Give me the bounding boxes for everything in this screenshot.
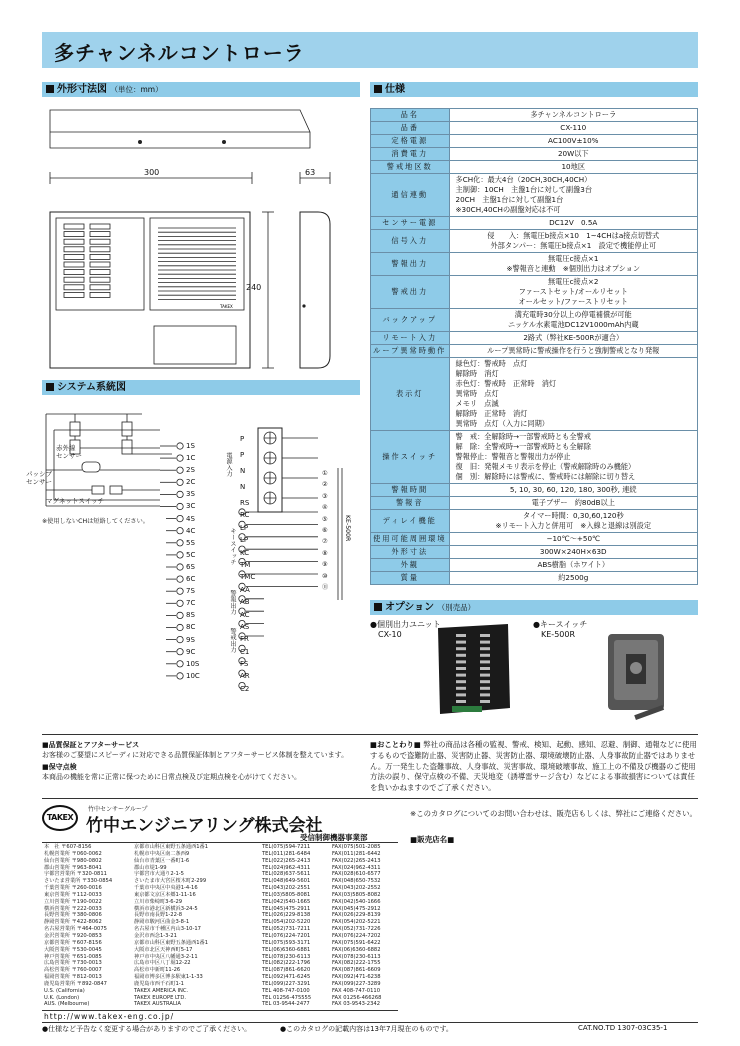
- spec-value: 20W以下: [449, 148, 697, 161]
- office-entry: TEL(045)475-2911: [262, 905, 311, 912]
- section-options-title: オプション: [385, 602, 435, 613]
- spec-value: 2路式（弊社KE-500Rが適合）: [449, 332, 697, 345]
- office-entry: TEL(075)594-7211: [262, 844, 311, 850]
- office-entry: TEL(099)227-3291: [262, 980, 311, 987]
- terminal-screw: [177, 467, 183, 473]
- company-division: 受信制御機器事業部: [300, 833, 368, 842]
- short-circuit-note: ※使用しないCHは短絡してください。: [42, 518, 149, 525]
- office-entry: 神戸営業所 〒651-0085: [44, 953, 102, 960]
- label-ke500r: KE-500R: [344, 515, 351, 542]
- office-entry: FAX(054)202-5221: [332, 919, 381, 926]
- office-entry: AUS. (Melbourne): [44, 1001, 90, 1008]
- office-entry: FAX(045)475-2912: [332, 905, 381, 912]
- terminal-screw: [177, 673, 183, 679]
- office-entry: TEL(022)265-2413: [262, 857, 311, 864]
- office-entry: TEL 01256-475555: [262, 994, 312, 1001]
- office-entry: 横浜営業所 〒222-0033: [44, 905, 102, 912]
- office-entry: 高松市中新町11-26: [134, 967, 181, 974]
- office-entry: FAX(048)650-7532: [332, 878, 381, 885]
- option-cx10-model: CX-10: [378, 630, 402, 639]
- terminal-label: TM: [240, 560, 251, 569]
- spec-row: [371, 135, 698, 148]
- label-alarm-output: 警報出力: [229, 590, 236, 615]
- office-entry: FAX(075)591-6422: [332, 939, 381, 946]
- website-link[interactable]: http://www.takex-eng.co.jp/: [44, 1012, 175, 1021]
- office-entry: TEL(078)230-6113: [262, 953, 311, 960]
- spec-row: [371, 276, 698, 309]
- terminal-screw: [177, 443, 183, 449]
- office-names: [44, 844, 112, 1008]
- spec-label: リモート入力: [371, 332, 450, 345]
- spec-row: [371, 230, 698, 253]
- office-entry: FAX(043)202-2552: [332, 885, 381, 892]
- spec-label: 外形寸法: [371, 546, 450, 559]
- spec-value: ABS樹脂（ホワイト）: [449, 559, 697, 572]
- spec-row: [371, 559, 698, 572]
- terminal-label: P: [240, 451, 245, 459]
- terminal-label: FS: [240, 660, 249, 669]
- terminal-label: N: [240, 467, 246, 475]
- office-entry: 静岡市駿河区曲金3-8-1: [134, 919, 190, 926]
- wire-number: ③: [322, 492, 328, 500]
- wire-number: ⑧: [322, 549, 328, 557]
- office-entry: さいたま営業所 〒330-0854: [44, 878, 113, 885]
- takex-logo: TAKEX: [42, 805, 78, 831]
- terminal-label: 8C: [186, 623, 196, 632]
- office-entry: FAX(052)731-7226: [332, 926, 381, 933]
- spec-label: 警戒地区数: [371, 161, 450, 174]
- office-entry: TEL(042)540-1665: [262, 898, 311, 905]
- spec-value: 約2500g: [449, 572, 697, 585]
- terminal-label: 10C: [186, 671, 200, 680]
- office-entry: TEL(03)5805-8081: [262, 891, 311, 898]
- terminal-label: P: [240, 435, 245, 443]
- wire-number: ④: [322, 504, 328, 512]
- terminal-screw: [177, 564, 183, 570]
- office-entry: 長野営業所 〒380-0806: [44, 912, 102, 919]
- terminal-label: N: [240, 483, 246, 491]
- spec-value: DC12V 0.5A: [449, 217, 697, 230]
- terminal-label: LP: [240, 523, 249, 532]
- option-ke500r-model: KE-500R: [541, 630, 576, 639]
- title-bar: [42, 32, 698, 68]
- spec-label: 通信連動: [371, 174, 450, 217]
- spec-value: 300W×240H×63D: [449, 546, 697, 559]
- office-entry: TEL 03-9544-2477: [262, 1001, 310, 1008]
- terminal-screw: [177, 552, 183, 558]
- terminal-label: 10S: [186, 659, 200, 668]
- spec-value: −10℃〜+50℃: [449, 533, 697, 546]
- option-ke500r-name: ●キースイッチ: [533, 620, 588, 629]
- spec-label: 定格電源: [371, 135, 450, 148]
- wire-number: ⑤: [322, 515, 328, 523]
- office-entry: 鹿児島営業所 〒892-0847: [44, 980, 107, 987]
- office-entry: FAX(099)227-3289: [332, 980, 381, 987]
- office-entry: 宇都宮営業所 〒320-0811: [44, 871, 107, 878]
- spec-row: [371, 332, 698, 345]
- office-entry: 東京都文京区本郷1-11-16: [134, 891, 196, 898]
- office-entry: 京都市山科区東野五条通西1番1: [134, 939, 209, 946]
- spec-row: [371, 546, 698, 559]
- office-entry: FAX(092)471-6238: [332, 974, 381, 981]
- terminal-screw: [177, 636, 183, 642]
- terminal-label: AB: [240, 598, 250, 607]
- spec-value: AC100V±10%: [449, 135, 697, 148]
- wire-number: ①: [322, 470, 328, 477]
- spec-value: 無電圧c接点×1 ※警報音と連動 ※個別出力はオプション: [449, 253, 697, 276]
- office-entry: 札幌営業所 〒060-0062: [44, 850, 102, 857]
- spec-row: [371, 358, 698, 431]
- section-system: [42, 380, 360, 395]
- office-entry: 仙台営業所 〒980-0802: [44, 857, 102, 864]
- spec-row: [371, 122, 698, 135]
- label-guard-output: 警戒出力: [229, 628, 236, 653]
- spec-value: 警 戒：全解除時→一部警戒時とも全警戒 解 除：全警戒時→一部警戒時とも全解除 警報停止：警報音と警報出力が停止 復 旧：発報メモリ表示を停止（警戒解除時のみ機能） 個 別：解除時には警戒に、警戒時には解除に切り替え: [449, 431, 697, 484]
- dim-height: 240: [246, 283, 262, 292]
- office-entry: 神戸市中央区八幡通3-2-11: [134, 953, 198, 960]
- spec-row: [371, 109, 698, 122]
- office-entry: 立川営業所 〒190-0022: [44, 898, 102, 905]
- sensor-infrared-label: 赤外線 センサー: [56, 444, 82, 460]
- wire-number: ⑦: [322, 538, 328, 546]
- terminal-screw: [177, 515, 183, 521]
- spec-row: [371, 533, 698, 546]
- terminal-label: RC: [240, 511, 250, 520]
- office-entry: TEL(024)962-4311: [262, 864, 311, 871]
- office-entry: FAX(026)229-8139: [332, 912, 381, 919]
- terminal-label: TMC: [240, 573, 256, 582]
- spec-value: 満充電時30分以上の停電補償が可能 ニッケル水素電池DC12V1000mAh内蔵: [449, 309, 697, 332]
- spec-label: ディレイ機能: [371, 510, 450, 533]
- office-addresses: [134, 844, 208, 1008]
- terminal-screw: [177, 455, 183, 461]
- office-entry: TEL(075)593-3171: [262, 939, 311, 946]
- footer-mid: ●このカタログの記載内容は13年7月現在のものです。: [280, 1025, 453, 1033]
- office-entry: 郡山営業所 〒963-8041: [44, 864, 102, 871]
- terminal-label: 4C: [186, 526, 196, 535]
- right-terminal-list: [240, 433, 264, 695]
- office-entry: 福岡市博多区博多駅東1-1-33: [134, 974, 203, 981]
- office-entry: TEL 408-747-0100: [262, 987, 310, 994]
- dim-width: 300: [144, 168, 160, 177]
- section-dimensions-title: 外形寸法図: [57, 84, 107, 95]
- terminal-label: 7C: [186, 599, 196, 608]
- page-title: 多チャンネルコントローラ: [54, 41, 305, 65]
- office-tel: [262, 844, 311, 1008]
- catalog-note: ※このカタログについてのお問い合わせは、販売店もしくは、弊社にご連絡ください。: [410, 809, 697, 818]
- office-entry: 名古屋市千種区内山3-10-17: [134, 926, 201, 933]
- option-ke500r: [533, 620, 587, 640]
- terminal-screw: [177, 624, 183, 630]
- office-entry: FAX 01256-466268: [332, 994, 382, 1001]
- office-entry: FAX 03-9543-2342: [332, 1001, 381, 1008]
- terminal-label: FR: [240, 635, 249, 644]
- left-terminal-list: [186, 440, 216, 682]
- terminal-label: 7S: [186, 587, 195, 596]
- office-entry: 郡山市堤1-99: [134, 864, 167, 871]
- office-entry: 本 社 〒607-8156: [44, 844, 92, 850]
- terminal-label: RS: [240, 499, 250, 507]
- spec-label: 警戒出力: [371, 276, 450, 309]
- wire-number: ⑪: [322, 583, 329, 591]
- spec-label: バックアップ: [371, 309, 450, 332]
- office-entry: U.K. (London): [44, 994, 80, 1001]
- spec-value: 電子ブザー 約80dB以上: [449, 497, 697, 510]
- office-entry: FAX 408-747-0110: [332, 987, 381, 994]
- terminal-label: C1: [240, 647, 250, 656]
- spec-row: [371, 217, 698, 230]
- office-entry: FAX(03)5805-8082: [332, 891, 381, 898]
- office-entry: 横浜市港北区新横浜3-24-5: [134, 905, 198, 912]
- office-entry: FAX(082)222-1755: [332, 960, 381, 967]
- terminal-label: 6S: [186, 562, 195, 571]
- office-entry: FAX(06)6360-6882: [332, 946, 381, 953]
- spec-label: 質量: [371, 572, 450, 585]
- sensor-magnet-label: マグネットスイッチ: [46, 497, 105, 505]
- wire-number: ②: [322, 481, 328, 489]
- office-entry: TAKEX AMERICA INC.: [134, 987, 189, 994]
- office-entry: 千葉市中央区中央港1-4-16: [134, 885, 198, 892]
- office-entry: 宇都宮市大通り2-1-5: [134, 871, 184, 878]
- terminal-label: LP: [240, 536, 249, 545]
- section-system-title: システム系統図: [57, 382, 126, 393]
- office-entry: 広島営業所 〒730-0013: [44, 960, 102, 967]
- notice-text: 弊社の商品は各種の監視、警戒、検知、起動、感知、忍避、制御、通報などに使用するもので盗難防止器、災害防止器、災害防止器、環境破壊防止器、人身事故防止器ではありません。万一発生した盗難事故、人身事故、災害事故、環境破壊事故、施工上の不備及び機器のご使用方法の誤り、保守点検の不備、天災地変（誘導雷サージ含む）などによる事故損害については責任を負いかねますのでご了承ください。: [370, 740, 697, 793]
- spec-row: [371, 253, 698, 276]
- spec-table: [370, 108, 698, 585]
- section-options-note: （別売品）: [437, 603, 476, 612]
- office-fax: [332, 844, 381, 1008]
- office-entry: TEL(076)224-7201: [262, 932, 311, 939]
- office-entry: TEL(043)202-2551: [262, 885, 311, 892]
- office-entry: FAX(011)281-6442: [332, 850, 381, 857]
- office-entry: 立川市柴崎町3-6-29: [134, 898, 183, 905]
- terminal-label: 4S: [186, 514, 195, 523]
- office-entry: 鹿児島市西千石町1-1: [134, 980, 184, 987]
- spec-label: 警報出力: [371, 253, 450, 276]
- terminal-label: 9S: [186, 635, 195, 644]
- spec-row: [371, 497, 698, 510]
- spec-value: 無電圧c接点×2 ファーストセット/オールリセット オールセット/ファーストリセット: [449, 276, 697, 309]
- spec-value: タイマー時間：0,30,60,120秒 ※リモート入力と併用可 ※入線と退線は別設定: [449, 510, 697, 533]
- label-power-input: 電源入力: [225, 452, 232, 477]
- terminal-screw: [177, 588, 183, 594]
- terminal-screw: [177, 576, 183, 582]
- office-entry: TEL(048)649-5601: [262, 878, 311, 885]
- wire-number: ⑩: [322, 572, 328, 580]
- office-entry: 東京営業所 〒112-0033: [44, 891, 102, 898]
- office-entry: TEL(011)281-6484: [262, 850, 311, 857]
- spec-value: 侵 入：無電圧b接点×10 1~4CHはa接点切替式 外部タンパー：無電圧b接点×1 設定で機能停止可: [449, 230, 697, 253]
- spec-value: 5, 10, 30, 60, 120, 180, 300秒, 連続: [449, 484, 697, 497]
- office-entry: TEL(026)229-8138: [262, 912, 311, 919]
- company-name: 竹中エンジニアリング株式会社: [86, 816, 323, 836]
- terminal-label: KC: [240, 548, 250, 557]
- office-entry: 千葉営業所 〒260-0016: [44, 885, 102, 892]
- terminal-label: 1S: [186, 442, 195, 450]
- quality-text: お客様のご要望にスピーディに対応できる品質保証体制とアフターサービス体制を整えています。: [42, 751, 349, 759]
- notice-section: [370, 740, 698, 794]
- sensor-passive-label: パッシブ センサー: [26, 470, 52, 486]
- dimension-drawing: [42, 100, 362, 370]
- spec-label: 信号入力: [371, 230, 450, 253]
- office-entry: TEL(054)202-5220: [262, 919, 311, 926]
- spec-label: 警報音: [371, 497, 450, 510]
- svg-text:TAKEX: TAKEX: [220, 304, 233, 309]
- office-entry: 仙台市青葉区一番町1-6: [134, 857, 190, 864]
- maint-head: 保守点検: [48, 763, 77, 771]
- wire-number: ⑥: [322, 526, 328, 534]
- spec-label: 消費電力: [371, 148, 450, 161]
- spec-value: 10地区: [449, 161, 697, 174]
- terminal-screw: [177, 600, 183, 606]
- office-entry: 京都市山科区東野五条通西1番1: [134, 844, 209, 850]
- office-entry: 名古屋営業所 〒464-0075: [44, 926, 107, 933]
- spec-label: 外観: [371, 559, 450, 572]
- spec-row: [371, 161, 698, 174]
- spec-row: [371, 431, 698, 484]
- spec-value: CX-110: [449, 122, 697, 135]
- spec-row: [371, 174, 698, 217]
- terminal-label: 1C: [186, 454, 196, 463]
- office-entry: FAX(024)962-4311: [332, 864, 381, 871]
- terminal-screw: [177, 528, 183, 534]
- office-entry: さいたま市大宮区桜木町2-299: [134, 878, 207, 885]
- terminal-screw: [177, 661, 183, 667]
- office-entry: TEL(087)861-6620: [262, 967, 311, 974]
- section-specs: [370, 82, 698, 97]
- office-entry: 札幌市中央区南二条西9: [134, 850, 190, 857]
- dim-depth: 63: [305, 168, 316, 177]
- section-options: [370, 600, 698, 615]
- office-entry: FAX(075)501-2085: [332, 844, 381, 850]
- terminal-label: 3C: [186, 502, 196, 511]
- office-entry: TEL(06)6360-6881: [262, 946, 311, 953]
- maint-text: 本商品の機能を常に正常に保つために日常点検及び定期点検を心がけてください。: [42, 773, 301, 781]
- terminal-label: 8S: [186, 611, 195, 620]
- terminal-label: 2S: [186, 466, 195, 475]
- spec-value: 多チャンネルコントローラ: [449, 109, 697, 122]
- terminal-label: 3S: [186, 490, 195, 499]
- spec-label: 操作スイッチ: [371, 431, 450, 484]
- footer-catno: CAT.NO.TD 1307-03C35-1: [578, 1024, 668, 1032]
- office-entry: 静岡営業所 〒422-8062: [44, 919, 102, 926]
- terminal-screw: [177, 540, 183, 546]
- terminal-screw: [177, 649, 183, 655]
- office-entry: 金沢市西念1-3-21: [134, 932, 177, 939]
- terminal-label: C2: [240, 684, 250, 693]
- office-entry: TEL(082)222-1796: [262, 960, 311, 967]
- office-entry: FAX(022)265-2413: [332, 857, 381, 864]
- spec-row: [371, 309, 698, 332]
- company-group: 竹中センサーグループ: [88, 806, 148, 813]
- terminal-label: 5S: [186, 538, 195, 547]
- spec-value: 緑色灯：警戒時 点灯 解除時 消灯 赤色灯：警戒時 正常時 消灯 異常時 点灯 メモリ 点滅 解除時 正常時 消灯 異常時 点灯（入力に同期）: [449, 358, 697, 431]
- section-specs-title: 仕様: [385, 84, 405, 95]
- office-entry: 福岡営業所 〒812-0013: [44, 974, 102, 981]
- option-cx10-name: ●個別出力ユニット: [370, 620, 441, 629]
- section-dimensions-unit: （単位：mm）: [110, 85, 163, 94]
- terminal-label: 2C: [186, 478, 196, 487]
- office-entry: 金沢営業所 〒920-0853: [44, 932, 102, 939]
- terminal-label: AR: [240, 672, 250, 681]
- office-entry: FAX(087)861-6609: [332, 967, 381, 974]
- office-entry: FAX(028)610-6577: [332, 871, 381, 878]
- terminal-screw: [177, 612, 183, 618]
- office-entry: 高松営業所 〒760-0007: [44, 967, 102, 974]
- terminal-screw: [177, 479, 183, 485]
- spec-label: センサー電源: [371, 217, 450, 230]
- section-dimensions: [42, 82, 360, 97]
- office-entry: 広島市中区八丁堀12-22: [134, 960, 191, 967]
- terminal-label: AC: [240, 610, 250, 619]
- spec-row: [371, 484, 698, 497]
- cx10-photo: [428, 620, 528, 720]
- terminal-label: 6C: [186, 575, 196, 584]
- spec-label: 品番: [371, 122, 450, 135]
- wire-number-list: [322, 470, 334, 595]
- spec-label: 表示灯: [371, 358, 450, 431]
- office-entry: FAX(076)224-7202: [332, 932, 381, 939]
- terminal-screw: [177, 491, 183, 497]
- label-key-switch: キースイッチ: [229, 528, 236, 566]
- notice-head: ■おことわり■: [370, 740, 421, 749]
- office-entry: TAKEX AUSTRALIA: [134, 1001, 181, 1008]
- quality-section: ■品質保証とアフターサービス お客様のご要望にスピーディに対応できる品質保証体制とアフターサービス体制を整えています。 ■保守点検 本商品の機能を常に正常に保つために日常点検及び定期点検を心がけてください。: [42, 740, 352, 782]
- terminal-label: 5C: [186, 550, 196, 559]
- terminal-label: 9C: [186, 647, 196, 656]
- office-entry: 長野市南長野1-22-8: [134, 912, 183, 919]
- office-entry: 大阪市北区天神西町5-17: [134, 946, 193, 953]
- dealer-label: ■販売店名■: [410, 835, 455, 844]
- spec-row: [371, 572, 698, 585]
- office-entry: TEL(092)471-6245: [262, 974, 311, 981]
- spec-row: [371, 148, 698, 161]
- office-entry: 京都営業所 〒607-8156: [44, 939, 102, 946]
- terminal-screw: [177, 503, 183, 509]
- office-entry: TEL(028)637-5611: [262, 871, 311, 878]
- quality-head: 品質保証とアフターサービス: [48, 741, 140, 749]
- wire-number: ⑨: [322, 561, 328, 569]
- spec-value: ループ異常時に警戒操作を行うと強制警戒となり発報: [449, 345, 697, 358]
- spec-row: [371, 345, 698, 358]
- office-entry: 大阪営業所 〒530-0045: [44, 946, 102, 953]
- spec-label: 品名: [371, 109, 450, 122]
- office-entry: TAKEX EUROPE LTD.: [134, 994, 186, 1001]
- office-entry: TEL(052)731-7211: [262, 926, 311, 933]
- terminal-label: AS: [240, 622, 250, 631]
- spec-label: ループ異常時動作: [371, 345, 450, 358]
- office-entry: FAX(042)540-1666: [332, 898, 381, 905]
- spec-row: [371, 510, 698, 533]
- spec-label: 警報時間: [371, 484, 450, 497]
- spec-value: 多CH化：最大4台（20CH,30CH,40CH） 主制御：10CH 主盤1台に対して副盤3台 20CH 主盤1台に対して副盤1台 ※30CH,40CHの副盤対応は不可: [449, 174, 697, 217]
- footer-left: ●仕様など予告なく変更する場合がありますのでご了承ください。: [42, 1025, 252, 1033]
- ke500r-photo: [604, 628, 674, 720]
- spec-label: 使用可能周囲環境: [371, 533, 450, 546]
- office-entry: FAX(078)230-6113: [332, 953, 381, 960]
- terminal-label: AA: [240, 585, 250, 594]
- office-entry: U.S. (California): [44, 987, 85, 994]
